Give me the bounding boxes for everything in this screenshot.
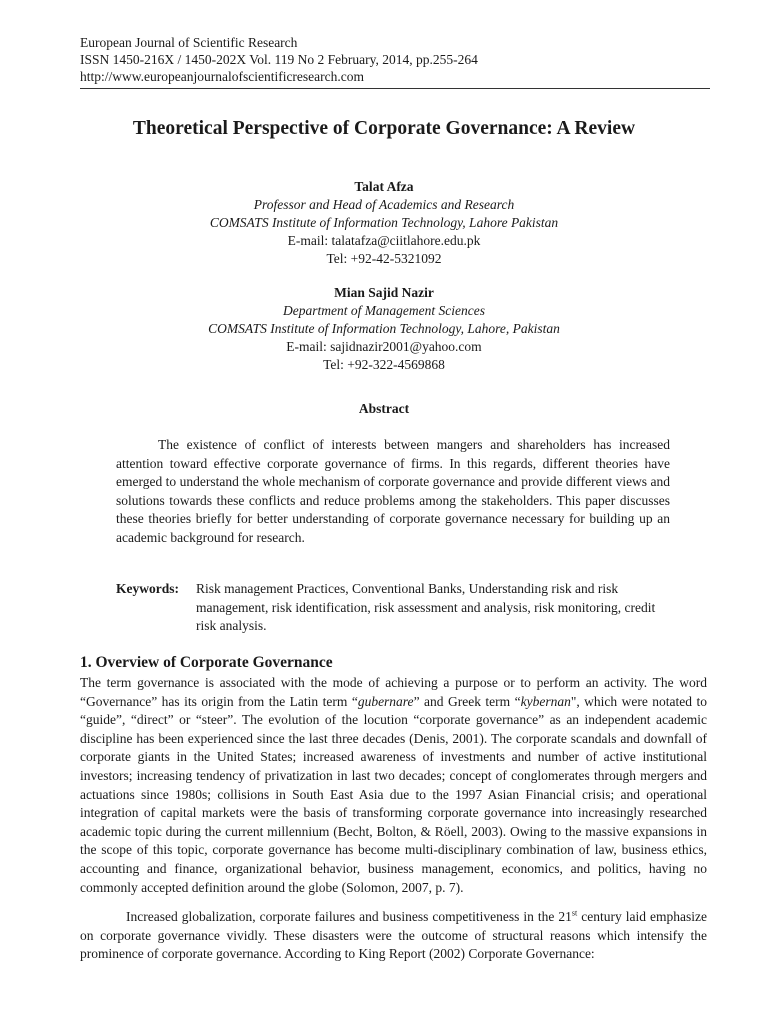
text-run: Increased globalization, corporate failures and business competitiveness in the 21 (126, 909, 572, 924)
author-institution: COMSATS Institute of Information Technology, Lahore Pakistan (209, 215, 559, 230)
latin-term: gubernare (357, 693, 414, 709)
keywords (116, 580, 676, 636)
paper-title: Theoretical Perspective of Corporate Governance: A Review (132, 118, 636, 139)
author-block-1 (0, 178, 768, 268)
text-run: ” and Greek term “ (413, 693, 521, 709)
text-run: The term governance is associated with the mode of achieving a purpose or to perform an activity. The word “Governance” has its origin from the Latin term “ (80, 675, 707, 709)
text-run: century laid emphasize on corporate governance vividly. These disasters were the outcome of structural reasons which intensify the prominence of corporate governance. According to King Report (2002) Corporate Governance: (80, 909, 708, 962)
journal-issue: ISSN 1450-216X / 1450-202X Vol. 119 No 2 February, 2014, pp.255-264 (80, 52, 478, 67)
author-position: Professor and Head of Academics and Research (253, 197, 515, 212)
author-position: Department of Management Sciences (282, 303, 486, 318)
body-paragraph-2 (80, 908, 707, 964)
author-name: Talat Afza (354, 179, 414, 194)
section-heading: 1. Overview of Corporate Governance (80, 654, 333, 671)
author-email: E-mail: sajidnazir2001@yahoo.com (286, 339, 482, 354)
author-name: Mian Sajid Nazir (334, 285, 434, 300)
journal-url[interactable]: http://www.europeanjournalofscientificresearch.com (80, 69, 365, 84)
author-tel: Tel: +92-322-4569868 (323, 357, 445, 372)
ordinal-suffix: st (571, 908, 578, 918)
greek-term: kybernan (520, 693, 571, 709)
abstract-heading: Abstract (358, 401, 410, 416)
text-run: ", which were notated to “guide”, “direct” or “steer”. The evolution of the locution “corporate governance” as an independent academic discipline has been experienced since the last three decades (Denis, 2001). The corporate scandals and downfall of corporate giants in the United States; increased awareness of investments and number of active institutional investors; increasing tendency of privatization in last two decades; concept of conglomerates through mergers and actuations since 1980s; collisions in South East Asia due to the 1997 Asian Financial crisis; and operational integration of capital markets were the basis of transforming corporate governance into increasingly researched academic topic during the current millennium (Becht, Bolton, & Röell, 2003). Owing to the massive expansions in the scope of this topic, corporate governance has become multi-disciplinary combination of law, business ethics, accounting and finance, organizational behavior, business management, economics, and politics, having no commonly accepted definition around the globe (Solomon, 2007, p. 7). (80, 693, 707, 895)
journal-name: European Journal of Scientific Research (80, 35, 298, 50)
journal-header (80, 34, 710, 89)
author-institution: COMSATS Institute of Information Technology, Lahore, Pakistan (208, 321, 560, 336)
abstract-text: The existence of conflict of interests between mangers and shareholders has increased attention toward effective corporate governance of firms. In this regards, different theories have emerged to understand the whole mechanism of corporate governance and provide different views and solutions towards these conflicts and reduce problems among the stakeholders. This paper discusses these theories briefly for better understanding of corporate governance necessary for building up an academic background for research. (116, 437, 670, 545)
author-tel: Tel: +92-42-5321092 (326, 251, 442, 266)
author-email: E-mail: talatafza@ciitlahore.edu.pk (287, 233, 481, 248)
keywords-text: Risk management Practices, Conventional Banks, Understanding risk and risk management, risk identification, risk assessment and analysis, risk monitoring, credit risk analysis. (196, 581, 656, 634)
author-block-2 (0, 284, 768, 374)
keywords-label: Keywords: (116, 581, 179, 596)
body-paragraph-1 (80, 674, 707, 897)
